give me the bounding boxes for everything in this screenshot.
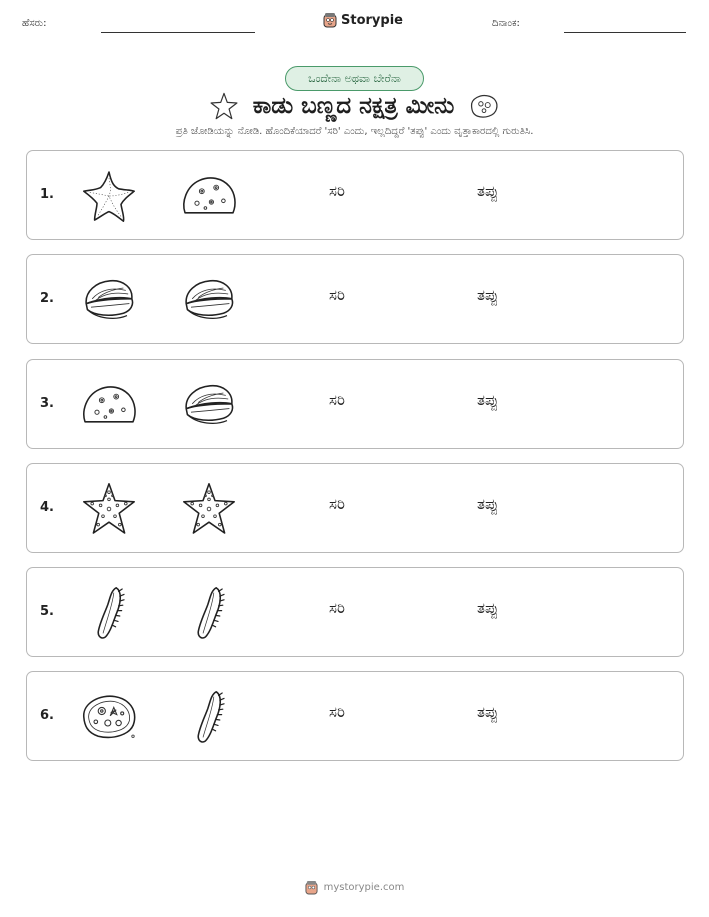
brand-name: Storypie	[341, 12, 403, 28]
question-row	[26, 463, 684, 553]
question-number: 4.	[40, 500, 54, 515]
option-yes[interactable]: ಸರಿ	[329, 703, 345, 721]
question-number: 2.	[40, 291, 54, 306]
sea-cucumber-icon	[179, 583, 239, 643]
option-yes[interactable]: ಸರಿ	[329, 391, 345, 409]
option-yes[interactable]: ಸರಿ	[329, 495, 345, 513]
option-no[interactable]: ತಪ್ಪು	[477, 495, 499, 513]
footer-url: mystorypie.com	[323, 882, 405, 893]
clam-icon	[79, 270, 139, 330]
question-number: 5.	[40, 604, 54, 619]
sea-cucumber-icon	[79, 583, 139, 643]
storypie-mascot-icon	[323, 12, 337, 28]
question-number: 6.	[40, 708, 54, 723]
date-label: ದಿನಾಂಕ:	[492, 18, 520, 29]
question-row	[26, 359, 684, 449]
starfish-dotted-icon	[79, 479, 139, 539]
name-label: ಹೆಸರು:	[22, 18, 47, 29]
question-number: 3.	[40, 396, 54, 411]
title-row	[0, 89, 709, 123]
option-no[interactable]: ತಪ್ಪು	[477, 703, 499, 721]
sea-cucumber-icon	[179, 687, 239, 747]
starfish-plain-icon	[79, 166, 139, 226]
coral-icon	[79, 687, 139, 747]
question-row	[26, 671, 684, 761]
brand-logo	[323, 12, 403, 28]
rock-icon	[79, 375, 139, 435]
clam-icon	[179, 270, 239, 330]
coral-decoration-icon	[468, 92, 500, 120]
date-line[interactable]	[564, 32, 686, 33]
question-number: 1.	[40, 187, 54, 202]
question-row	[26, 150, 684, 240]
option-yes[interactable]: ಸರಿ	[329, 286, 345, 304]
name-line[interactable]	[101, 32, 255, 33]
activity-badge: ಒಂದೇನಾ ಅಥವಾ ಬೇರೆನಾ	[285, 66, 424, 91]
starfish-dotted-icon	[179, 479, 239, 539]
option-no[interactable]: ತಪ್ಪು	[477, 391, 499, 409]
option-no[interactable]: ತಪ್ಪು	[477, 286, 499, 304]
page-title: ಕಾಡು ಬಣ್ಣದ ನಕ್ಷತ್ರ ಮೀನು	[252, 93, 455, 119]
question-row	[26, 254, 684, 344]
option-yes[interactable]: ಸರಿ	[329, 182, 345, 200]
option-no[interactable]: ತಪ್ಪು	[477, 182, 499, 200]
clam-icon	[179, 375, 239, 435]
instructions: ಪ್ರತಿ ಜೋಡಿಯನ್ನು ನೋಡಿ. ಹೊಂದಿಕೆಯಾದರೆ 'ಸರಿ' ಎಂದು, ಇಲ್ಲದಿದ್ದರೆ 'ತಪ್ಪು' ಎಂದು ವೃತ್ತಾಕಾರದಲ್ಲಿ ಗುರುತಿಸಿ.	[175, 126, 534, 137]
rock-icon	[179, 166, 239, 226]
storypie-mascot-icon	[305, 880, 318, 895]
option-no[interactable]: ತಪ್ಪು	[477, 599, 499, 617]
question-row	[26, 567, 684, 657]
footer	[0, 880, 709, 895]
star-decoration-icon	[209, 91, 239, 121]
option-yes[interactable]: ಸರಿ	[329, 599, 345, 617]
